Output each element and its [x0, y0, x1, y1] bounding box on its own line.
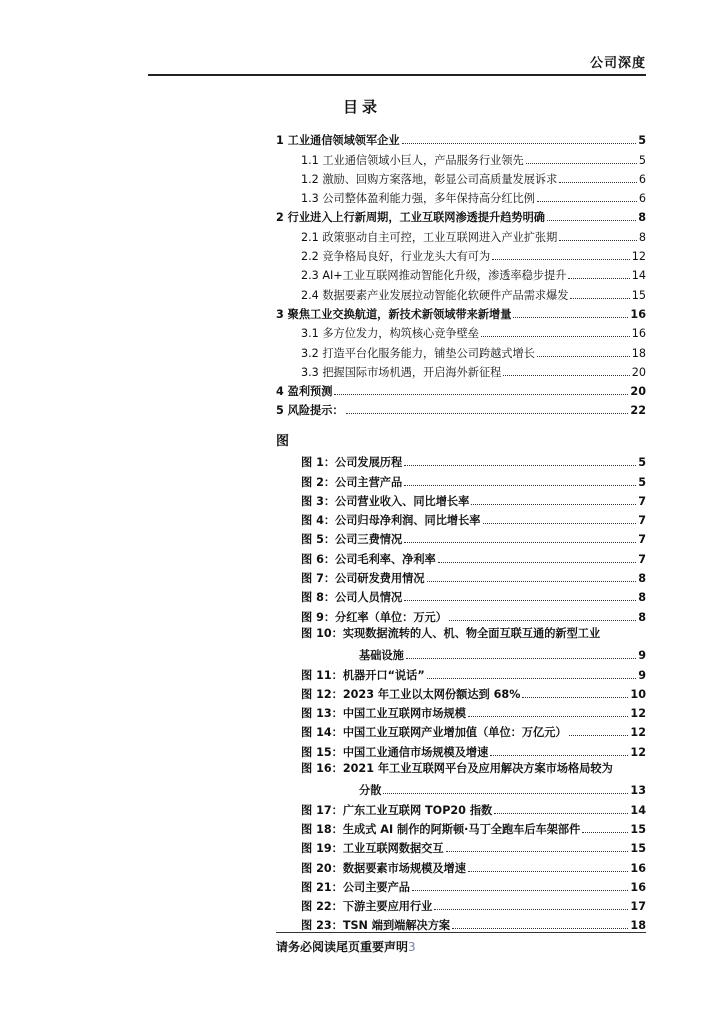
figure-entry[interactable]: [276, 739, 646, 758]
leader-dots: [334, 394, 628, 395]
toc-entry[interactable]: [276, 282, 646, 301]
leader-dots: [434, 909, 628, 910]
leader-dots: [582, 832, 628, 833]
figures-list: [276, 450, 646, 932]
leader-dots: [559, 182, 637, 183]
leader-dots: [446, 851, 629, 852]
leader-dots: [402, 143, 637, 144]
leader-dots: [569, 735, 629, 736]
toc-entry-page: 16: [631, 327, 646, 341]
toc-entry-page: 6: [638, 192, 646, 206]
figure-entry[interactable]: [276, 855, 646, 874]
toc-entry-title: 5 风险提示：: [276, 404, 344, 418]
figure-entry-title: 图 20：数据要素市场规模及增速: [301, 861, 466, 875]
leader-dots: [449, 620, 636, 621]
figure-entry[interactable]: [276, 875, 646, 894]
leader-dots: [481, 336, 630, 337]
leader-dots: [468, 716, 629, 717]
figure-entry[interactable]: [276, 913, 646, 932]
toc-entry[interactable]: [276, 167, 646, 186]
leader-dots: [406, 658, 636, 659]
figure-entry-page: 5: [638, 456, 646, 470]
figure-entry-title-cont: 分散: [359, 784, 382, 798]
figure-entry-page: 13: [630, 784, 646, 798]
toc-entry-title: 3.1 多方位发力，构筑核心竞争壁垒: [301, 327, 479, 341]
leader-dots: [559, 240, 637, 241]
toc-entry-page: 8: [638, 230, 646, 244]
figure-entry-page: 5: [638, 475, 646, 489]
toc-entry-page: 20: [631, 365, 646, 379]
toc-entry-title: 2.3 AI+工业互联网推动智能化升级，渗透率稳步提升: [301, 269, 567, 283]
leader-dots: [483, 523, 637, 524]
toc-entry-title: 1.1 工业通信领域小巨人，产品服务行业领先: [301, 153, 524, 167]
leader-dots: [438, 562, 636, 563]
figure-entry[interactable]: [276, 566, 646, 585]
figure-entry-continuation: [301, 778, 646, 797]
figure-entry-title: 图 15：中国工业通信市场规模及增速: [301, 745, 489, 759]
figure-entry-title: 图 21：公司主要产品: [301, 880, 410, 894]
figure-entry-page: 10: [630, 687, 646, 701]
figure-entry-title: 图 8：公司人员情况: [301, 591, 403, 605]
leader-dots: [568, 278, 629, 279]
figure-entry[interactable]: [276, 759, 646, 798]
leader-dots: [494, 813, 628, 814]
toc-entry-title: 3.3 把握国际市场机遇，开启海外新征程: [301, 365, 502, 379]
figure-entry[interactable]: [276, 489, 646, 508]
toc-entry[interactable]: [276, 186, 646, 205]
toc-title: 目录: [342, 98, 381, 116]
toc-entry-title: 3 聚焦工业交换航道，新技术新领域带来新增量: [276, 307, 512, 321]
leader-dots: [404, 465, 636, 466]
figure-entry-title: 图 10：实现数据流转的人、机、物全面互联互通的新型工业: [301, 626, 601, 640]
figure-entry-page: 12: [630, 707, 646, 721]
figure-entry[interactable]: [276, 720, 646, 739]
toc-entry-title: 1.3 公司整体盈利能力强，多年保持高分红比例: [301, 192, 535, 206]
figure-entry-title: 图 18：生成式 AI 制作的阿斯顿·马丁全跑车后车架部件: [301, 822, 581, 836]
figure-entry-title: 图 19：工业互联网数据交互: [301, 842, 444, 856]
leader-dots: [570, 298, 629, 299]
toc-entry-page: 18: [631, 346, 646, 360]
figure-entry-title: 图 2：公司主营产品: [301, 475, 403, 489]
toc-entry-title: 4 盈利预测: [276, 385, 333, 399]
figure-entry[interactable]: [276, 585, 646, 604]
figure-entry-page: 8: [638, 610, 646, 624]
toc-entry-title: 2.2 竞争格局良好，行业龙头大有可为: [301, 250, 491, 264]
leader-dots: [383, 793, 628, 794]
figure-entry-title: 图 11：机器开口“说话”: [301, 668, 425, 682]
toc-entry[interactable]: [276, 205, 646, 224]
figure-entry-page: 7: [638, 494, 646, 508]
figure-entry-title: 图 23：TSN 端到端解决方案: [301, 919, 451, 933]
figure-entry-page: 7: [638, 533, 646, 547]
leader-dots: [503, 375, 629, 376]
toc-entry-page: 6: [638, 172, 646, 186]
leader-dots: [526, 163, 637, 164]
figure-entry-title: 图 4：公司归母净利润、同比增长率: [301, 514, 481, 528]
toc-entry-page: 8: [638, 211, 646, 225]
figure-entry-title: 图 6：公司毛利率、净利率: [301, 552, 436, 566]
figure-entry[interactable]: [276, 469, 646, 488]
figure-entry-page: 8: [638, 591, 646, 605]
figure-entry[interactable]: [276, 450, 646, 469]
leader-dots: [404, 485, 636, 486]
toc-entry-title: 2.1 政策驱动自主可控，工业互联网进入产业扩张期: [301, 230, 558, 244]
figure-entry-page: 9: [638, 668, 646, 682]
figure-entry-page: 15: [630, 822, 646, 836]
toc-entry-title: 2 行业进入上行新周期，工业互联网渗透提升趋势明确: [276, 211, 545, 225]
leader-dots: [537, 356, 630, 357]
figure-entry-page: 12: [630, 745, 646, 759]
toc-entry-page: 12: [631, 250, 646, 264]
leader-dots: [522, 697, 628, 698]
toc-entry[interactable]: [276, 302, 646, 321]
toc-list: [276, 128, 646, 417]
figure-entry-page: 7: [638, 552, 646, 566]
figure-entry[interactable]: [276, 624, 646, 663]
figure-entry[interactable]: [276, 894, 646, 913]
figure-entry-title: 图 16：2021 年工业互联网平台及应用解决方案市场格局较为: [301, 761, 613, 775]
footer-disclaimer-link[interactable]: 请务必阅读尾页重要声明: [276, 940, 409, 954]
toc-entry-page: 14: [631, 269, 646, 283]
figure-entry-title: 图 14：中国工业互联网产业增加值（单位：万亿元）: [301, 726, 567, 740]
figure-entry-page: 8: [638, 572, 646, 586]
leader-dots: [471, 504, 636, 505]
toc-entry-title: 1.2 激励、回购方案落地，彰显公司高质量发展诉求: [301, 172, 558, 186]
figure-entry[interactable]: [276, 546, 646, 565]
toc-entry[interactable]: [276, 321, 646, 340]
toc-entry-page: 5: [638, 134, 646, 148]
figure-entry-title: 图 13：中国工业互联网市场规模: [301, 707, 466, 721]
figure-entry-page: 14: [630, 803, 646, 817]
figure-entry-continuation: [301, 643, 646, 662]
leader-dots: [492, 259, 630, 260]
figures-heading: 图: [276, 434, 290, 449]
figure-entry[interactable]: [276, 682, 646, 701]
leader-dots: [513, 317, 628, 318]
figure-entry[interactable]: [276, 527, 646, 546]
toc-entry[interactable]: [276, 128, 646, 147]
figure-entry[interactable]: [276, 817, 646, 836]
figure-entry-page: 16: [630, 880, 646, 894]
figure-entry-title: 图 22：下游主要应用行业: [301, 900, 433, 914]
leader-dots: [427, 678, 637, 679]
figure-entry-page: 18: [630, 919, 646, 933]
footer-divider: [276, 932, 646, 933]
leader-dots: [468, 871, 629, 872]
figure-entry-title: 图 17：广东工业互联网 TOP20 指数: [301, 803, 493, 817]
figure-entry-page: 9: [638, 649, 646, 663]
figure-entry[interactable]: [276, 797, 646, 816]
leader-dots: [427, 581, 637, 582]
leader-dots: [537, 201, 637, 202]
figure-entry-page: 15: [630, 842, 646, 856]
figure-entry[interactable]: [276, 662, 646, 681]
figure-entry-title: 图 12：2023 年工业以太网份额达到 68%: [301, 687, 521, 701]
figure-entry-title: 图 1：公司发展历程: [301, 456, 403, 470]
toc-entry[interactable]: [276, 340, 646, 359]
toc-entry[interactable]: [276, 147, 646, 166]
toc-entry-page: 5: [638, 153, 646, 167]
figure-entry-page: 16: [630, 861, 646, 875]
toc-entry[interactable]: [276, 379, 646, 398]
leader-dots: [412, 890, 628, 891]
leader-dots: [490, 755, 628, 756]
leader-dots: [346, 413, 629, 414]
leader-dots: [547, 220, 636, 221]
toc-entry[interactable]: [276, 244, 646, 263]
figure-entry[interactable]: [276, 836, 646, 855]
header-label: 公司深度: [589, 56, 646, 71]
toc-entry-title: 2.4 数据要素产业发展拉动智能化软硬件产品需求爆发: [301, 288, 569, 302]
figure-entry-title: 图 9：分红率（单位：万元）: [301, 610, 447, 624]
figure-entry-title: 图 7：公司研发费用情况: [301, 572, 425, 586]
leader-dots: [404, 600, 636, 601]
figure-entry-page: 7: [638, 514, 646, 528]
figure-entry-title: 图 3：公司营业收入、同比增长率: [301, 494, 470, 508]
toc-entry[interactable]: [276, 224, 646, 243]
page-number: 3: [408, 940, 416, 954]
toc-entry-title: 1 工业通信领域领军企业: [276, 134, 400, 148]
toc-entry-page: 22: [630, 404, 646, 418]
leader-dots: [452, 928, 628, 929]
figure-entry-page: 17: [630, 900, 646, 914]
toc-entry[interactable]: [276, 360, 646, 379]
figure-entry-page: 12: [630, 726, 646, 740]
figure-entry[interactable]: [276, 508, 646, 527]
header-divider: [148, 74, 646, 76]
toc-entry-page: 16: [630, 307, 646, 321]
toc-entry[interactable]: [276, 263, 646, 282]
toc-entry-title: 3.2 打造平台化服务能力，铺垫公司跨越式增长: [301, 346, 535, 360]
figure-entry[interactable]: [276, 604, 646, 623]
toc-entry-page: 20: [630, 385, 646, 399]
figure-entry[interactable]: [276, 701, 646, 720]
figure-entry-title-cont: 基础设施: [359, 649, 404, 663]
toc-entry[interactable]: [276, 398, 646, 417]
footer: [276, 938, 416, 955]
toc-entry-page: 15: [631, 288, 646, 302]
leader-dots: [404, 542, 636, 543]
figure-entry-title: 图 5：公司三费情况: [301, 533, 403, 547]
